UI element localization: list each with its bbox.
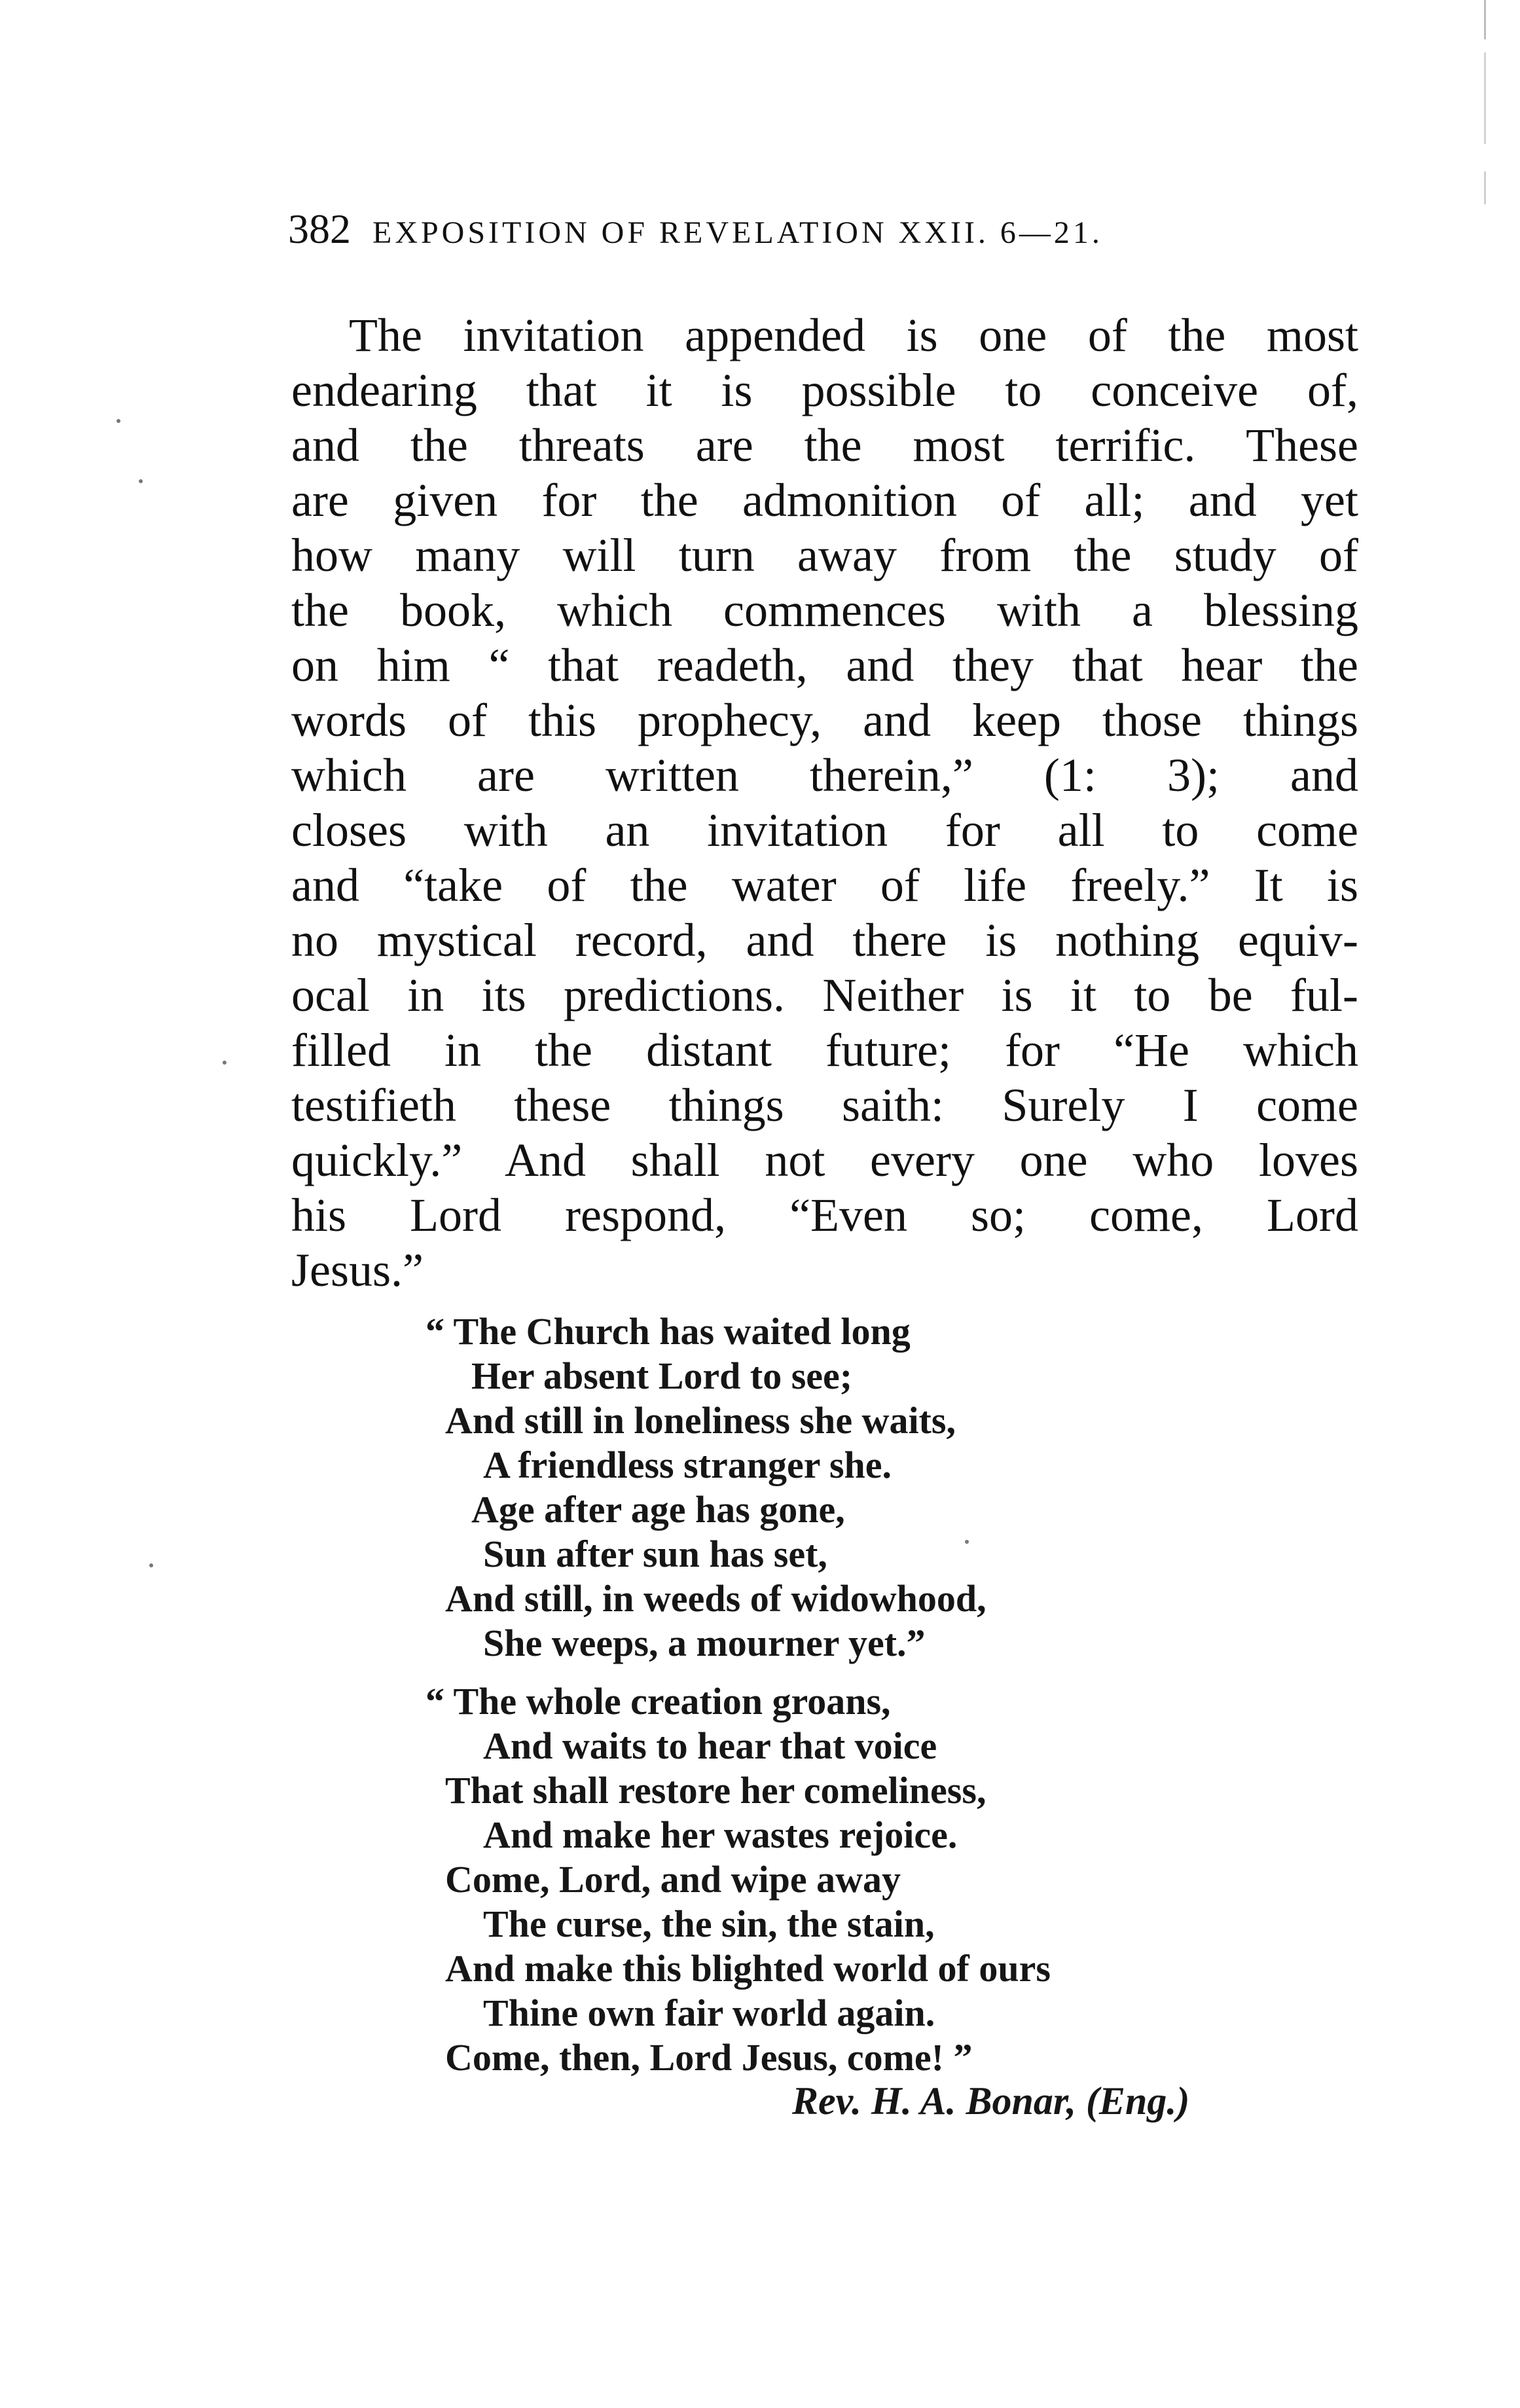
poem-line: And make her wastes rejoice.: [483, 1814, 958, 1856]
scan-speck: [223, 1061, 226, 1065]
running-title: EXPOSITION OF REVELATION XXII. 6—21.: [372, 215, 1103, 250]
body-line: testifieth these things saith: Surely I come: [291, 1079, 1358, 1131]
running-head: [288, 208, 1309, 250]
body-line: how many will turn away from the study of: [291, 529, 1358, 581]
poem-line: Sun after sun has set,: [483, 1533, 827, 1575]
poem-attribution: Rev. H. A. Bonar, (Eng.): [792, 2079, 1190, 2123]
body-line: The invitation appended is one of the most: [349, 309, 1358, 361]
body-line: the book, which commences with a blessing: [291, 584, 1358, 636]
poem-line: Thine own fair world again.: [483, 1992, 935, 2034]
body-line: no mystical record, and there is nothing equiv-: [291, 914, 1358, 966]
poem-line: The curse, the sin, the stain,: [483, 1903, 935, 1945]
poem-stanza-1: [425, 1309, 1276, 1666]
scan-speck: [117, 419, 120, 423]
body-line: quickly.” And shall not every one who loves: [291, 1134, 1358, 1186]
poem-line: That shall restore her comeliness,: [445, 1769, 986, 1812]
poem-line: Come, Lord, and wipe away: [445, 1858, 901, 1901]
poem-line: A friendless stranger she.: [483, 1444, 892, 1486]
poem-stanza-2: [425, 1679, 1276, 2080]
body-line: on him “ that readeth, and they that hear the: [291, 639, 1358, 691]
poem-line: And still in loneliness she waits,: [445, 1399, 956, 1442]
body-line: his Lord respond, “Even so; come, Lord: [291, 1189, 1358, 1241]
body-line: ocal in its predictions. Neither is it to be ful-: [291, 969, 1358, 1021]
scan-edge-mark: [1484, 172, 1486, 204]
scan-edge-mark: [1484, 0, 1486, 39]
page-number: 382: [288, 206, 351, 252]
body-line: Jesus.”: [291, 1244, 424, 1296]
poem-line: Age after age has gone,: [471, 1488, 845, 1531]
body-line: words of this prophecy, and keep those things: [291, 694, 1358, 746]
poem-line: She weeps, a mourner yet.”: [483, 1622, 926, 1664]
body-paragraph: [291, 308, 1358, 1298]
scan-edge-mark: [1484, 52, 1486, 144]
poem-line: “ The whole creation groans,: [425, 1680, 891, 1723]
body-line: are given for the admonition of all; and yet: [291, 474, 1358, 526]
body-line: and “take of the water of life freely.” It is: [291, 859, 1358, 911]
body-line: endearing that it is possible to conceive of,: [291, 364, 1358, 416]
poem-line: Come, then, Lord Jesus, come! ”: [445, 2036, 973, 2079]
poem-line: And still, in weeds of widowhood,: [445, 1577, 986, 1620]
body-line: closes with an invitation for all to come: [291, 804, 1358, 856]
scan-speck: [149, 1563, 153, 1567]
scan-speck: [139, 479, 143, 483]
body-line: filled in the distant future; for “He which: [291, 1024, 1358, 1076]
poem-line: And waits to hear that voice: [483, 1724, 937, 1767]
poem-line: Her absent Lord to see;: [471, 1355, 853, 1397]
poem-line: “ The Church has waited long: [425, 1310, 911, 1353]
body-line: and the threats are the most terrific. These: [291, 419, 1358, 471]
body-line: which are written therein,” (1: 3); and: [291, 749, 1358, 801]
poem-line: And make this blighted world of ours: [445, 1947, 1051, 1990]
